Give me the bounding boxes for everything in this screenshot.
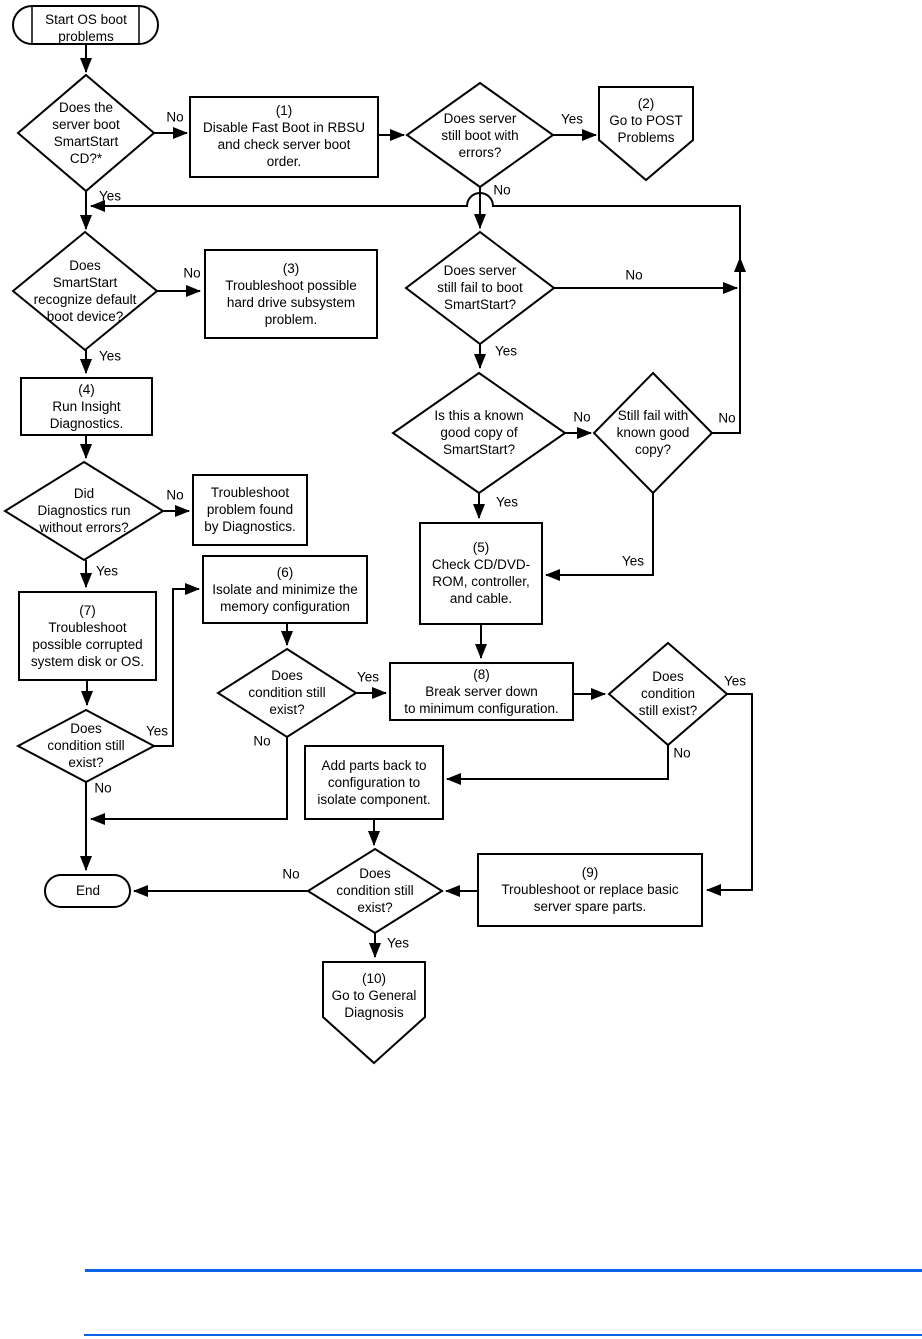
text-line: by Diagnostics. — [204, 519, 296, 534]
label-offpage-general — [326, 970, 422, 1021]
label-end — [48, 882, 128, 899]
text-line: Troubleshoot — [210, 485, 290, 500]
label-decision-cond-left — [26, 720, 146, 771]
edge-label-bootcd-no: No — [166, 109, 184, 125]
text-line: (1) — [275, 103, 293, 118]
edge-label-knowncopy-yes: Yes — [495, 494, 519, 510]
edge-condleft-yes-to-box6 — [154, 589, 199, 746]
text-line: without errors? — [39, 520, 129, 535]
text-line: still exist? — [638, 703, 698, 718]
label-decision-cond-mid — [227, 667, 347, 718]
text-line: Diagnosis — [344, 1005, 404, 1020]
text-line: still boot with — [441, 128, 519, 143]
label-box1 — [192, 102, 376, 170]
text-line: Diagnostics run — [37, 503, 131, 518]
label-box3 — [207, 260, 375, 328]
edge-stillfail-no-up — [712, 258, 740, 433]
text-line: Still fail with — [617, 408, 689, 423]
edge-label-condmid-yes: Yes — [356, 669, 380, 685]
edge-condright-no-to-addparts — [447, 745, 668, 779]
text-line: system disk or OS. — [30, 654, 145, 669]
label-box4 — [23, 381, 150, 432]
text-line: still fail to boot — [437, 280, 523, 295]
text-line: Is this a known — [434, 408, 524, 423]
label-decision-still-fail-boot — [410, 262, 550, 313]
text-line: exist? — [68, 755, 104, 770]
text-line: Disable Fast Boot in RBSU — [202, 120, 366, 135]
text-line: SmartStart — [53, 134, 119, 149]
text-line: condition still — [248, 685, 326, 700]
edge-label-condleft-no: No — [94, 780, 112, 796]
text-line: known good — [616, 425, 690, 440]
edge-label-condright-yes: Yes — [723, 673, 747, 689]
edge-label-diag-yes: Yes — [95, 563, 119, 579]
label-offpage-post — [601, 95, 691, 146]
text-line: good copy of — [440, 425, 518, 440]
text-line: CD?* — [69, 151, 103, 166]
edge-label-condleft-yes: Yes — [145, 723, 169, 739]
text-line: (6) — [276, 565, 294, 580]
text-line: Does the — [58, 100, 114, 115]
text-line: hard drive subsystem — [226, 295, 356, 310]
text-line: and cable. — [449, 591, 513, 606]
edge-label-stillfailcopy-yes: Yes — [621, 553, 645, 569]
text-line: isolate component. — [317, 792, 431, 807]
edge-label-recognize-yes: Yes — [98, 348, 122, 364]
label-decision-boot-errors — [415, 110, 545, 161]
text-line: Troubleshoot or replace basic — [501, 882, 679, 897]
text-line: configuration to — [327, 775, 421, 790]
text-line: possible corrupted — [32, 637, 143, 652]
text-line: (3) — [282, 261, 300, 276]
text-line: and check server boot — [217, 137, 351, 152]
edge-label-condbottom-yes: Yes — [386, 935, 410, 951]
text-line: End — [75, 883, 101, 898]
label-decision-cond-right — [613, 668, 723, 719]
text-line: Does server — [443, 111, 517, 126]
text-line: (9) — [581, 865, 599, 880]
edge-label-condbottom-no: No — [282, 866, 300, 882]
text-line: memory configuration — [220, 599, 350, 614]
text-line: ROM, controller, — [432, 574, 530, 589]
text-line: Does — [359, 866, 391, 881]
label-decision-diag — [14, 485, 154, 536]
text-line: recognize default — [33, 292, 137, 307]
text-line: Does — [271, 668, 303, 683]
edge-label-recognize-no: No — [183, 265, 201, 281]
text-line: problem found — [206, 502, 294, 517]
text-line: SmartStart? — [442, 442, 516, 457]
text-line: (4) — [78, 382, 95, 397]
text-line: Isolate and minimize the — [212, 582, 358, 597]
label-box9 — [480, 864, 700, 915]
text-line: SmartStart — [52, 275, 118, 290]
edge-condright-yes-to-box9 — [707, 694, 752, 890]
text-line: Break server down — [425, 684, 538, 699]
edge-return-left-with-hop — [91, 193, 740, 258]
text-line: condition still — [336, 883, 414, 898]
text-line: Problems — [617, 130, 675, 145]
text-line: (5) — [472, 540, 490, 555]
text-line: order. — [266, 154, 302, 169]
label-decision-boot-cd — [26, 99, 146, 167]
text-line: Does — [652, 669, 684, 684]
text-line: condition still — [47, 738, 125, 753]
footer-rule-top — [85, 1269, 922, 1272]
text-line: server boot — [52, 117, 120, 132]
label-decision-recognize — [10, 257, 160, 325]
label-box-diag-found — [195, 484, 305, 535]
edge-label-stillfailboot-yes: Yes — [494, 343, 518, 359]
text-line: problems — [58, 29, 114, 44]
edge-label-diag-no: No — [166, 487, 184, 503]
label-box-add-parts — [307, 757, 441, 808]
text-line: problem. — [264, 312, 318, 327]
edge-label-stillfailboot-no: No — [625, 267, 643, 283]
text-line: Troubleshoot — [48, 620, 127, 635]
edge-label-bootcd-yes: Yes — [98, 188, 122, 204]
label-start — [21, 11, 151, 45]
text-line: Go to General — [331, 988, 417, 1003]
label-box5 — [422, 539, 540, 607]
label-box8 — [392, 666, 571, 717]
text-line: exist? — [357, 900, 393, 915]
edge-label-knowncopy-no: No — [573, 409, 591, 425]
edge-label-stillfailcopy-no: No — [718, 410, 736, 426]
text-line: Did — [73, 486, 95, 501]
text-line: condition — [640, 686, 696, 701]
text-line: Start OS boot — [45, 12, 127, 27]
text-line: server spare parts. — [533, 899, 647, 914]
text-line: Does server — [443, 263, 517, 278]
text-line: copy? — [634, 442, 672, 457]
text-line: (2) — [637, 96, 655, 111]
text-line: boot device? — [46, 309, 124, 324]
footer-rule-bottom — [84, 1334, 922, 1336]
text-line: Does — [69, 258, 101, 273]
label-decision-cond-bottom — [315, 865, 435, 916]
label-decision-still-fail-copy — [598, 407, 708, 458]
text-line: Does — [70, 721, 102, 736]
text-line: Add parts back to — [321, 758, 427, 773]
edge-label-booterrors-no: No — [493, 182, 511, 198]
edge-label-condmid-no: No — [253, 733, 271, 749]
text-line: Go to POST — [609, 113, 683, 128]
text-line: Run Insight — [52, 399, 121, 414]
label-decision-known-copy — [399, 407, 559, 458]
edge-label-booterrors-yes: Yes — [560, 111, 584, 127]
text-line: (8) — [473, 667, 490, 682]
label-box6 — [205, 564, 365, 615]
text-line: exist? — [269, 702, 305, 717]
text-line: Troubleshoot possible — [225, 278, 357, 293]
edge-label-condright-no: No — [673, 745, 691, 761]
label-box7 — [21, 602, 154, 670]
text-line: Diagnostics. — [49, 416, 124, 431]
text-line: Check CD/DVD- — [431, 557, 531, 572]
text-line: SmartStart? — [443, 297, 517, 312]
text-line: to minimum configuration. — [404, 701, 559, 716]
text-line: errors? — [458, 145, 502, 160]
text-line: (10) — [361, 971, 386, 986]
text-line: (7) — [79, 603, 96, 618]
